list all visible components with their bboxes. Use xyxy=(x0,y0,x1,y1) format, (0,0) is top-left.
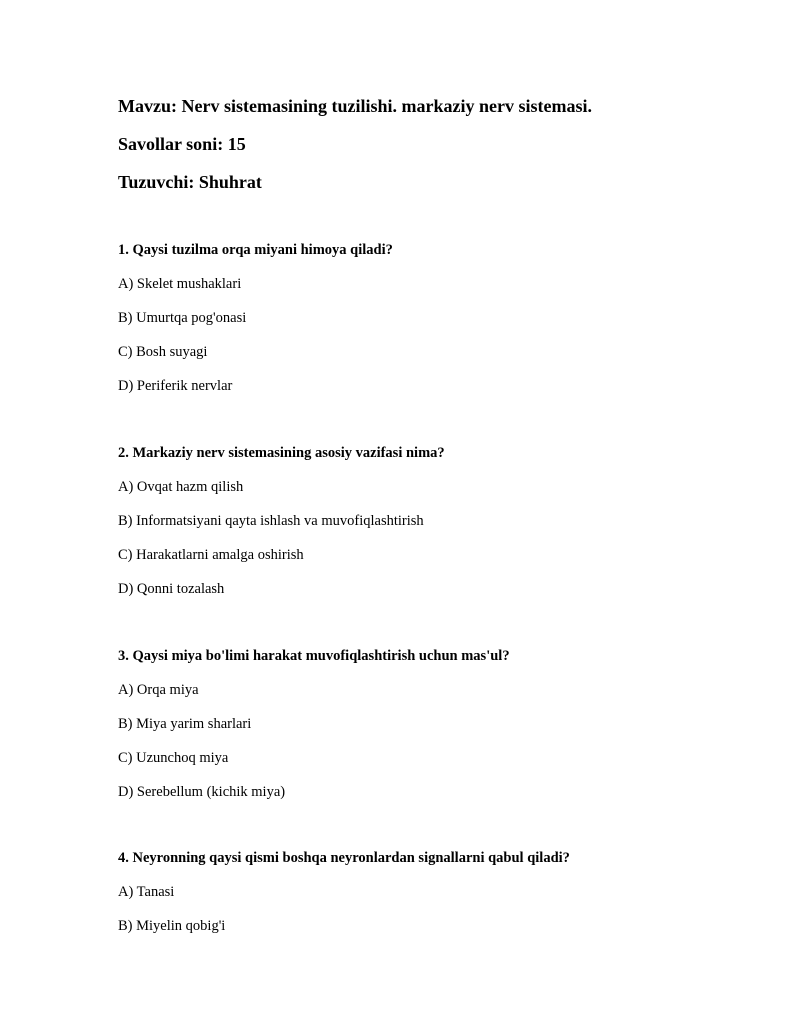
answer-option: D) Serebellum (kichik miya) xyxy=(118,784,286,800)
answer-option: C) Uzunchoq miya xyxy=(118,750,229,766)
answer-option: D) Qonni tozalash xyxy=(118,581,225,597)
answer-option: B) Miyelin qobig'i xyxy=(118,918,226,934)
answer-option: B) Umurtqa pog'onasi xyxy=(118,310,247,326)
answer-option: D) Periferik nervlar xyxy=(118,378,233,394)
question-title: 1. Qaysi tuzilma orqa miyani himoya qiladi? xyxy=(118,242,393,258)
answer-option: B) Informatsiyani qayta ishlash va muvofiqlashtirish xyxy=(118,513,424,529)
answer-option: C) Harakatlarni amalga oshirish xyxy=(118,547,304,563)
question-block xyxy=(118,647,758,817)
answer-option: B) Miya yarim sharlari xyxy=(118,716,252,732)
question-count: Savollar soni: 15 xyxy=(118,134,246,154)
question-block xyxy=(118,241,758,411)
answer-option: A) Ovqat hazm qilish xyxy=(118,479,244,495)
question-title: 4. Neyronning qaysi qismi boshqa neyronlardan signallarni qabul qiladi? xyxy=(118,850,570,866)
answer-option: A) Skelet mushaklari xyxy=(118,276,242,292)
question-block xyxy=(118,444,758,614)
answer-option: A) Tanasi xyxy=(118,884,175,900)
answer-option: C) Bosh suyagi xyxy=(118,344,208,360)
question-title: 3. Qaysi miya bo'limi harakat muvofiqlashtirish uchun mas'ul? xyxy=(118,648,510,664)
answer-option: A) Orqa miya xyxy=(118,682,199,698)
question-title: 2. Markaziy nerv sistemasining asosiy vazifasi nima? xyxy=(118,445,445,461)
topic-heading: Mavzu: Nerv sistemasining tuzilishi. markaziy nerv sistemasi. xyxy=(118,96,592,116)
author-line: Tuzuvchi: Shuhrat xyxy=(118,172,262,192)
question-block xyxy=(118,849,758,951)
